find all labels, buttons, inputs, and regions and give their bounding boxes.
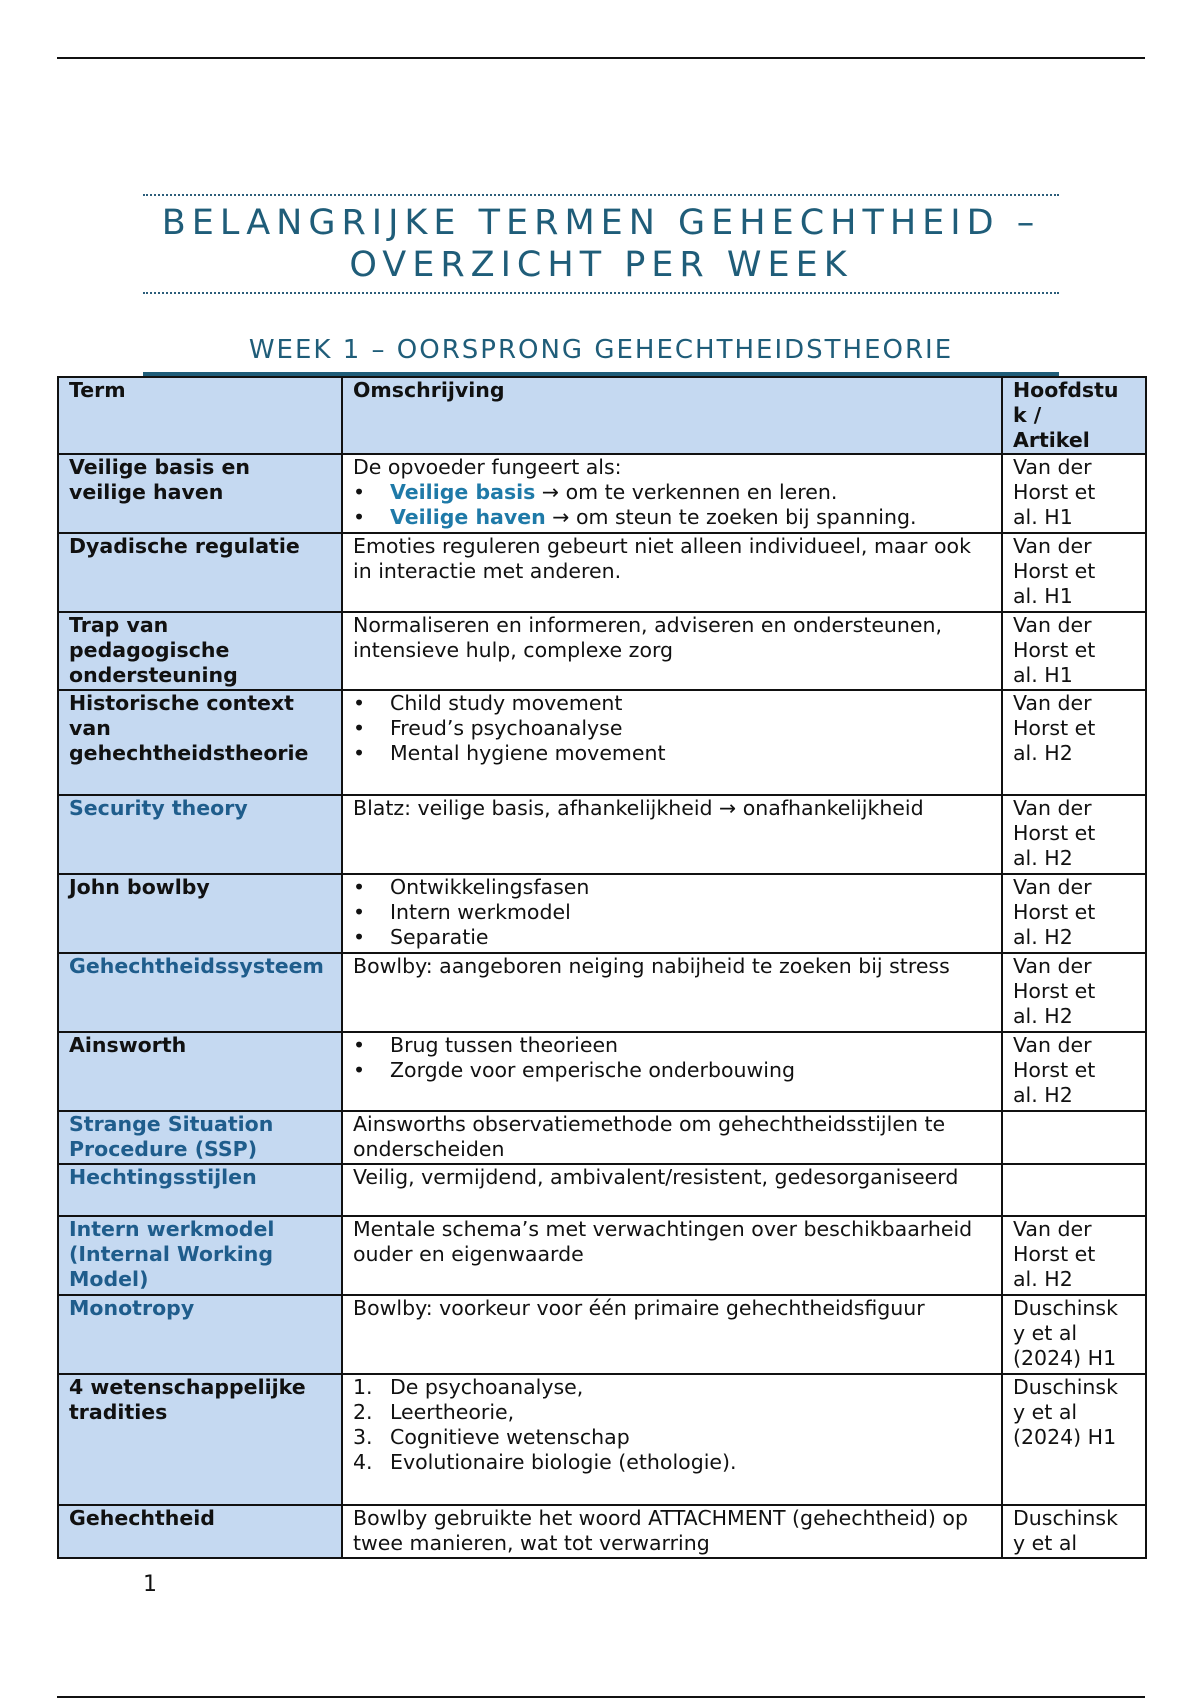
list-item: • Ontwikkelingsfasen bbox=[353, 875, 993, 900]
page-bottom-rule bbox=[57, 1696, 1145, 1698]
description-cell: Bowlby: voorkeur voor één primaire gehechtheidsfiguur bbox=[342, 1295, 1002, 1374]
description-intro: De opvoeder fungeert als: bbox=[353, 455, 622, 479]
term-cell: Strange Situation Procedure (SSP) bbox=[58, 1111, 342, 1164]
term-cell: Veilige basis en veilige haven bbox=[58, 454, 342, 533]
table-header-row bbox=[58, 377, 1146, 454]
table-row bbox=[58, 1032, 1146, 1111]
source-cell: Van der Horst et al. H1 bbox=[1002, 533, 1146, 612]
page-top-rule bbox=[57, 57, 1145, 59]
list-item: 4. Evolutionaire biologie (ethologie). bbox=[353, 1450, 737, 1474]
table-row bbox=[58, 612, 1146, 690]
table-row bbox=[58, 533, 1146, 612]
description-cell: Emoties reguleren gebeurt niet alleen individueel, maar ook in interactie met anderen. bbox=[342, 533, 1002, 612]
source-cell: Van der Horst et al. H1 bbox=[1002, 612, 1146, 690]
list-item: • Veilige basis → om te verkennen en leren. bbox=[353, 480, 993, 505]
term-cell: Gehechtheid bbox=[58, 1505, 342, 1558]
description-cell bbox=[342, 1374, 1002, 1505]
term-cell: Security theory bbox=[58, 795, 342, 874]
description-cell: Bowlby: aangeboren neiging nabijheid te zoeken bij stress bbox=[342, 953, 1002, 1032]
source-cell: Van der Horst et al. H2 bbox=[1002, 953, 1146, 1032]
page-title bbox=[162, 202, 1040, 286]
description-cell: Normaliseren en informeren, adviseren en ondersteunen, intensieve hulp, complexe zorg bbox=[342, 612, 1002, 690]
list-item: 2. Leertheorie, bbox=[353, 1400, 515, 1424]
table-row bbox=[58, 1505, 1146, 1558]
table-row bbox=[58, 953, 1146, 1032]
term-cell: Historische context van gehechtheidstheorie bbox=[58, 690, 342, 795]
source-cell: Van der Horst et al. H1 bbox=[1002, 454, 1146, 533]
term-cell: Trap van pedagogische ondersteuning bbox=[58, 612, 342, 690]
term-cell: Monotropy bbox=[58, 1295, 342, 1374]
source-cell: Van der Horst et al. H2 bbox=[1002, 1032, 1146, 1111]
bullet-list bbox=[353, 691, 993, 766]
source-cell: Van der Horst et al. H2 bbox=[1002, 795, 1146, 874]
description-cell: Veilig, vermijdend, ambivalent/resistent, gedesorganiseerd bbox=[342, 1164, 1002, 1216]
header-term: Term bbox=[58, 377, 342, 454]
source-cell: Duschinsk y et al (2024) H1 bbox=[1002, 1295, 1146, 1374]
term-cell: John bowlby bbox=[58, 874, 342, 953]
table-row bbox=[58, 1111, 1146, 1164]
source-cell bbox=[1002, 1164, 1146, 1216]
list-item: • Mental hygiene movement bbox=[353, 741, 993, 766]
description-cell: Bowlby gebruikte het woord ATTACHMENT (gehechtheid) op twee manieren, wat tot verwarring bbox=[342, 1505, 1002, 1558]
term-cell: Dyadische regulatie bbox=[58, 533, 342, 612]
source-cell: Duschinsk y et al bbox=[1002, 1505, 1146, 1558]
source-cell bbox=[1002, 1111, 1146, 1164]
bullet-list bbox=[353, 480, 993, 530]
term-cell: Gehechtheidssysteem bbox=[58, 953, 342, 1032]
table-row bbox=[58, 1295, 1146, 1374]
source-cell: Van der Horst et al. H2 bbox=[1002, 1216, 1146, 1295]
list-item: • Veilige haven → om steun te zoeken bij spanning. bbox=[353, 505, 993, 530]
title-line-1: BELANGRIJKE TERMEN GEHECHTHEID – bbox=[161, 203, 1041, 243]
list-item: • Brug tussen theorieen bbox=[353, 1033, 993, 1058]
list-item: • Separatie bbox=[353, 925, 993, 950]
source-cell: Van der Horst et al. H2 bbox=[1002, 690, 1146, 795]
term-cell: Intern werkmodel (Internal Working Model) bbox=[58, 1216, 342, 1295]
table-row bbox=[58, 795, 1146, 874]
list-item: • Intern werkmodel bbox=[353, 900, 993, 925]
description-cell bbox=[342, 1032, 1002, 1111]
description-cell: Blatz: veilige basis, afhankelijkheid → onafhankelijkheid bbox=[342, 795, 1002, 874]
description-cell bbox=[342, 690, 1002, 795]
term-cell: 4 wetenschappelijke tradities bbox=[58, 1374, 342, 1505]
bullet-list bbox=[353, 1033, 993, 1083]
title-line-2: OVERZICHT PER WEEK bbox=[349, 245, 853, 285]
numbered-list bbox=[353, 1375, 993, 1475]
terms-table bbox=[57, 376, 1147, 1559]
table-row bbox=[58, 1216, 1146, 1295]
title-box bbox=[143, 194, 1059, 294]
table-row bbox=[58, 454, 1146, 533]
table-row bbox=[58, 1164, 1146, 1216]
description-cell bbox=[342, 454, 1002, 533]
description-cell bbox=[342, 874, 1002, 953]
source-cell: Duschinsk y et al (2024) H1 bbox=[1002, 1374, 1146, 1505]
description-cell: Ainsworths observatiemethode om gehechtheidsstijlen te onderscheiden bbox=[342, 1111, 1002, 1164]
list-item: • Zorgde voor emperische onderbouwing bbox=[353, 1058, 993, 1083]
header-source: Hoofdstu k / Artikel bbox=[1002, 377, 1146, 454]
list-item: • Child study movement bbox=[353, 691, 993, 716]
list-item: • Freud’s psychoanalyse bbox=[353, 716, 993, 741]
list-item: 1. De psychoanalyse, bbox=[353, 1375, 584, 1399]
table-row bbox=[58, 874, 1146, 953]
page-number: 1 bbox=[143, 1572, 157, 1597]
term-cell: Ainsworth bbox=[58, 1032, 342, 1111]
term-cell: Hechtingsstijlen bbox=[58, 1164, 342, 1216]
description-cell: Mentale schema’s met verwachtingen over beschikbaarheid ouder en eigenwaarde bbox=[342, 1216, 1002, 1295]
source-cell: Van der Horst et al. H2 bbox=[1002, 874, 1146, 953]
table-row bbox=[58, 690, 1146, 795]
list-item: 3. Cognitieve wetenschap bbox=[353, 1425, 630, 1449]
header-description: Omschrijving bbox=[342, 377, 1002, 454]
bullet-list bbox=[353, 875, 993, 950]
week-heading: WEEK 1 – OORSPRONG GEHECHTHEIDSTHEORIE bbox=[143, 332, 1059, 378]
table-row bbox=[58, 1374, 1146, 1505]
